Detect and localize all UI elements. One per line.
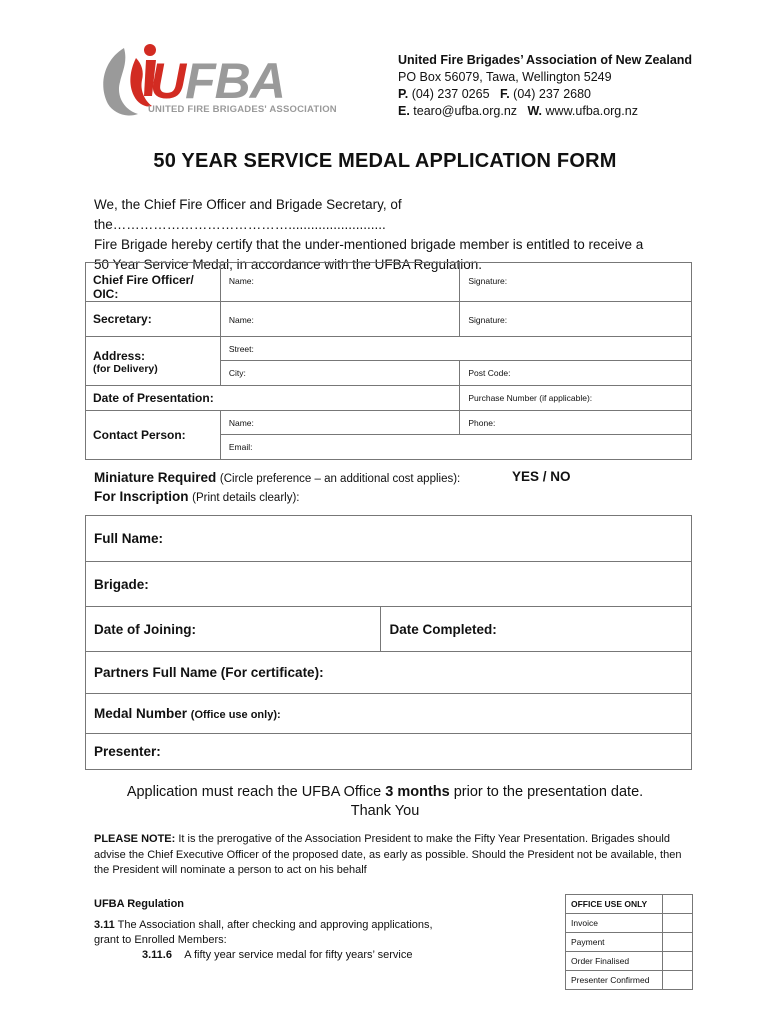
website-link[interactable]: www.ufba.org.nz bbox=[545, 104, 638, 118]
please-note-text: It is the prerogative of the Association President to make the Fifty Year Presentation. Brigades should advise the Chief Executive Officer of the proposed date, as early as possible. Should the President not be available, then the President will nominate a person to act on his behalf bbox=[94, 833, 682, 876]
regulation-body bbox=[94, 918, 494, 963]
office-row-invoice: Invoice bbox=[566, 914, 663, 933]
please-note-paragraph bbox=[94, 832, 692, 879]
office-check-invoice[interactable] bbox=[663, 914, 693, 933]
intro-line-3: 50 Year Service Medal, in accordance with the UFBA Regulation. bbox=[94, 257, 482, 272]
phone-number: (04) 237 0265 bbox=[411, 87, 490, 101]
chief-officer-label: Chief Fire Officer/ OIC: bbox=[86, 263, 221, 302]
inscription-note: (Print details clearly): bbox=[192, 492, 300, 504]
chief-signature-field[interactable]: Signature: bbox=[460, 263, 692, 302]
date-joining-field[interactable]: Date of Joining: bbox=[86, 607, 381, 652]
brigade-field[interactable]: Brigade: bbox=[86, 562, 692, 607]
clause-text: The Association shall, after checking and approving applications, bbox=[114, 919, 433, 931]
medal-number-label: Medal Number bbox=[94, 706, 188, 721]
phone-fax-line: P. (04) 237 0265 F. (04) 237 2680 bbox=[398, 87, 592, 101]
yes-no-choice[interactable]: YES / NO bbox=[512, 469, 571, 484]
street-field[interactable]: Street: bbox=[220, 337, 691, 361]
date-completed-field[interactable]: Date Completed: bbox=[381, 607, 692, 652]
logo-wordmark: UFBA bbox=[150, 53, 285, 109]
logo-tagline: UNITED FIRE BRIGADES' ASSOCIATION bbox=[148, 104, 337, 115]
address-label bbox=[86, 337, 221, 386]
subclause-number: 3.11.6 bbox=[142, 949, 172, 961]
subclause-text: A fifty year service medal for fifty years’ service bbox=[184, 949, 413, 961]
contact-name-field[interactable]: Name: bbox=[220, 411, 460, 435]
presentation-date-field[interactable]: Date of Presentation: bbox=[86, 386, 460, 411]
city-field[interactable]: City: bbox=[220, 361, 460, 386]
clause-text-2: grant to Enrolled Members: bbox=[94, 934, 227, 946]
notice-bold: 3 months bbox=[385, 784, 450, 800]
miniature-section bbox=[94, 469, 460, 507]
office-check-presenter[interactable] bbox=[663, 971, 693, 990]
clause-number: 3.11 bbox=[94, 919, 115, 931]
deadline-notice bbox=[0, 783, 770, 821]
office-row-presenter: Presenter Confirmed bbox=[566, 971, 663, 990]
purchase-number-field[interactable]: Purchase Number (if applicable): bbox=[460, 386, 692, 411]
address-label-sub: (for Delivery) bbox=[93, 363, 158, 375]
office-row-order: Order Finalised bbox=[566, 952, 663, 971]
please-note-label: PLEASE NOTE: bbox=[94, 833, 176, 845]
office-use-header-blank bbox=[663, 895, 693, 914]
office-check-order[interactable] bbox=[663, 952, 693, 971]
partner-name-field[interactable]: Partners Full Name (For certificate): bbox=[86, 652, 692, 694]
contact-phone-field[interactable]: Phone: bbox=[460, 411, 692, 435]
intro-line-2: Fire Brigade hereby certify that the under-mentioned brigade member is entitled to receive a bbox=[94, 237, 644, 252]
po-box: PO Box 56079, Tawa, Wellington 5249 bbox=[398, 70, 612, 84]
notice-pre: Application must reach the UFBA Office bbox=[126, 784, 386, 800]
address-label-text: Address: bbox=[93, 349, 146, 363]
logo-wordmark-rest: FBA bbox=[185, 53, 285, 109]
regulation-title: UFBA Regulation bbox=[94, 898, 185, 910]
secretary-label: Secretary: bbox=[86, 302, 221, 337]
secretary-signature-field[interactable]: Signature: bbox=[460, 302, 692, 337]
presenter-field[interactable]: Presenter: bbox=[86, 734, 692, 770]
email-web-line: E. tearo@ufba.org.nz W. www.ufba.org.nz bbox=[398, 104, 638, 118]
notice-post: prior to the presentation date. bbox=[449, 784, 644, 800]
miniature-note: (Circle preference – an additional cost applies): bbox=[219, 473, 461, 485]
email-link[interactable]: tearo@ufba.org.nz bbox=[413, 104, 518, 118]
secretary-name-field[interactable]: Name: bbox=[220, 302, 460, 337]
certification-table bbox=[85, 262, 692, 460]
office-use-header: OFFICE USE ONLY bbox=[566, 895, 663, 914]
medal-number-field[interactable] bbox=[86, 694, 692, 734]
intro-line-1: We, the Chief Fire Officer and Brigade Secretary, of the………………………………….......................... bbox=[94, 197, 402, 232]
miniature-label: Miniature Required bbox=[94, 470, 217, 485]
full-name-field[interactable]: Full Name: bbox=[86, 516, 692, 562]
office-row-payment: Payment bbox=[566, 933, 663, 952]
office-check-payment[interactable] bbox=[663, 933, 693, 952]
member-details-table bbox=[85, 515, 692, 770]
contact-person-label: Contact Person: bbox=[86, 411, 221, 460]
medal-number-note: (Office use only): bbox=[190, 709, 281, 721]
thank-you-text: Thank You bbox=[350, 803, 420, 819]
office-use-table bbox=[565, 894, 693, 990]
org-address-block bbox=[398, 52, 692, 120]
contact-email-field[interactable]: Email: bbox=[220, 435, 691, 460]
post-code-field[interactable]: Post Code: bbox=[460, 361, 692, 386]
inscription-label: For Inscription bbox=[94, 489, 189, 504]
fax-number: (04) 237 2680 bbox=[513, 87, 592, 101]
chief-name-field[interactable]: Name: bbox=[220, 263, 460, 302]
org-name: United Fire Brigades’ Association of New Zealand bbox=[398, 53, 693, 67]
page-title: 50 YEAR SERVICE MEDAL APPLICATION FORM bbox=[153, 150, 617, 172]
